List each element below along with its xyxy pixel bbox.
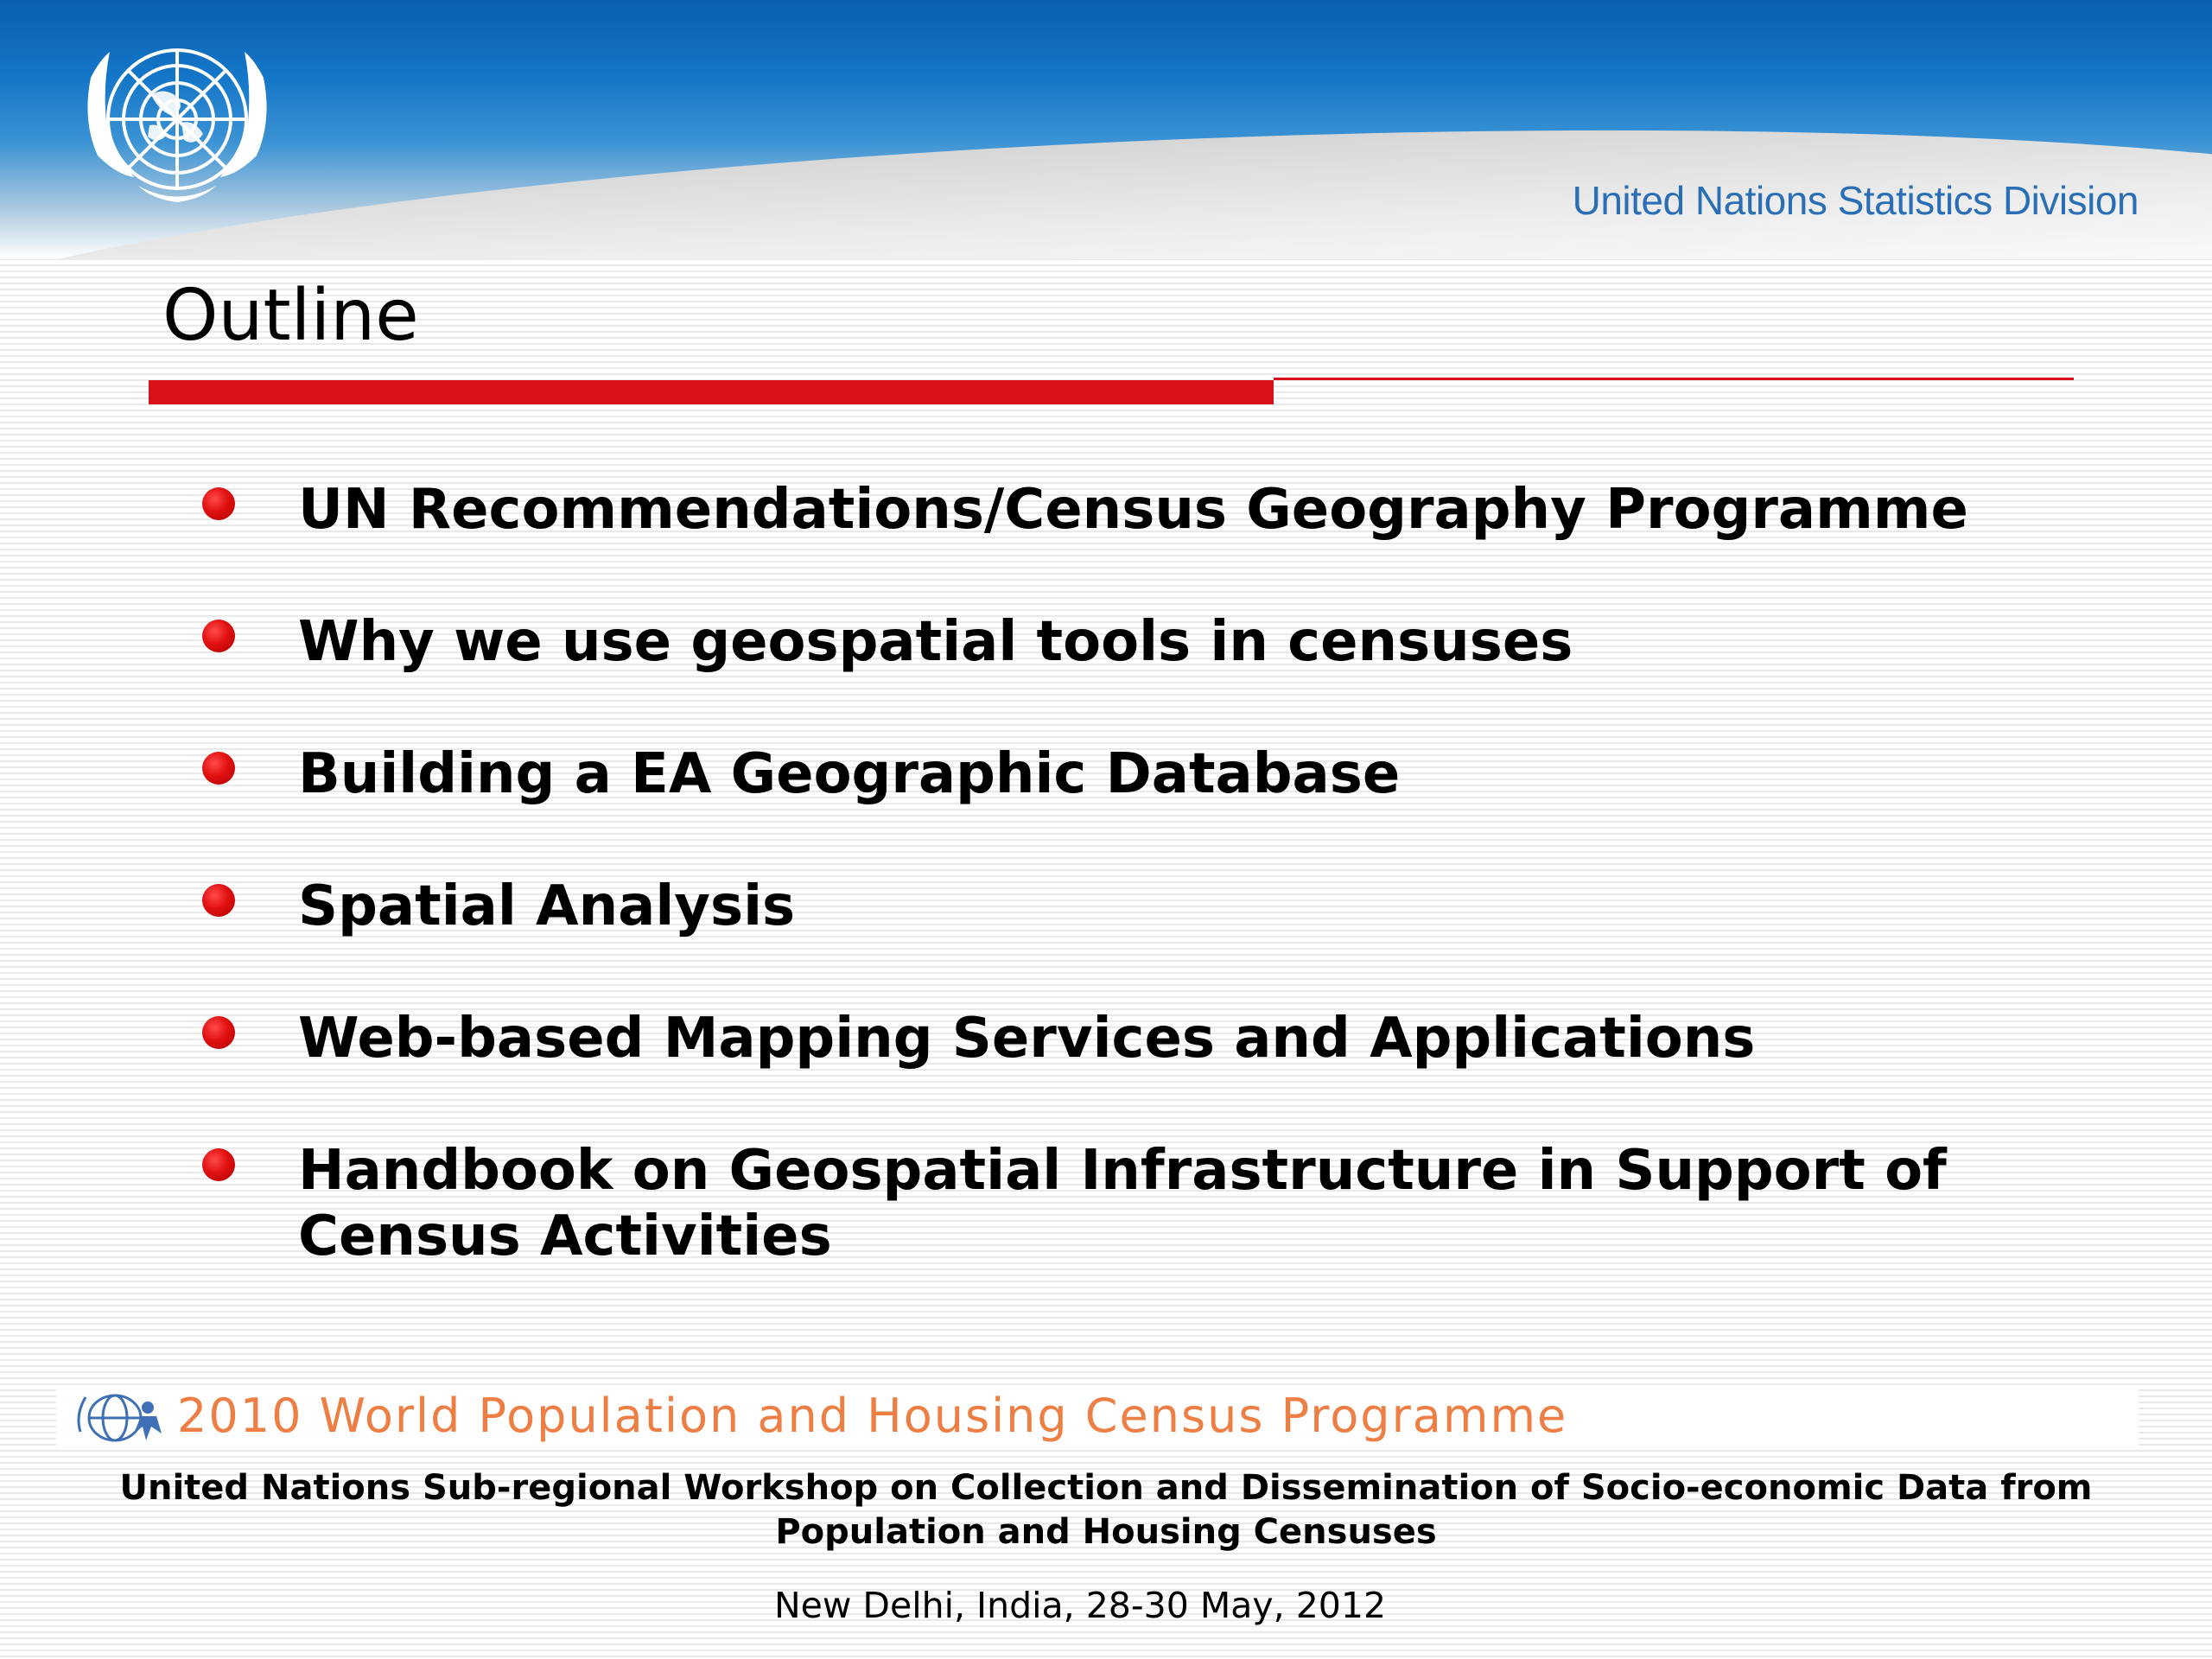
bullet-dot-icon (202, 752, 235, 785)
header-swoosh (0, 86, 2212, 259)
slide-title: Outline (162, 275, 419, 357)
bullet-text: Why we use geospatial tools in censuses (298, 610, 1573, 674)
bullet-dot-icon (202, 1148, 235, 1181)
bullet-text: Handbook on Geospatial Infrastructure in Support of Census Activities (298, 1139, 1947, 1268)
title-underline-thick (149, 380, 1274, 404)
bullet-text: UN Recommendations/Census Geography Programme (298, 478, 1968, 542)
organization-name: United Nations Statistics Division (1572, 178, 2139, 223)
census-programme-logo-icon (72, 1389, 171, 1447)
bullet-text: Spatial Analysis (298, 874, 796, 938)
title-underline-thin (1274, 378, 2074, 380)
bullet-dot-icon (202, 620, 235, 652)
un-emblem-icon (65, 26, 289, 225)
census-programme-title: 2010 World Population and Housing Census Programme (177, 1389, 1568, 1443)
bullet-text: Web-based Mapping Services and Applications (298, 1007, 1756, 1071)
bullet-dot-icon (202, 487, 235, 520)
header-banner (0, 0, 2212, 259)
location-date: New Delhi, India, 28-30 May, 2012 (773, 1585, 1387, 1626)
workshop-title: United Nations Sub-regional Workshop on Collection and Dissemination of Socio-economic Data from Population and Housing Censuses (119, 1468, 2093, 1552)
census-programme-banner (56, 1387, 2139, 1449)
bullet-dot-icon (202, 1016, 235, 1049)
bullet-dot-icon (202, 884, 235, 917)
bullet-text: Building a EA Geographic Database (298, 742, 1401, 806)
